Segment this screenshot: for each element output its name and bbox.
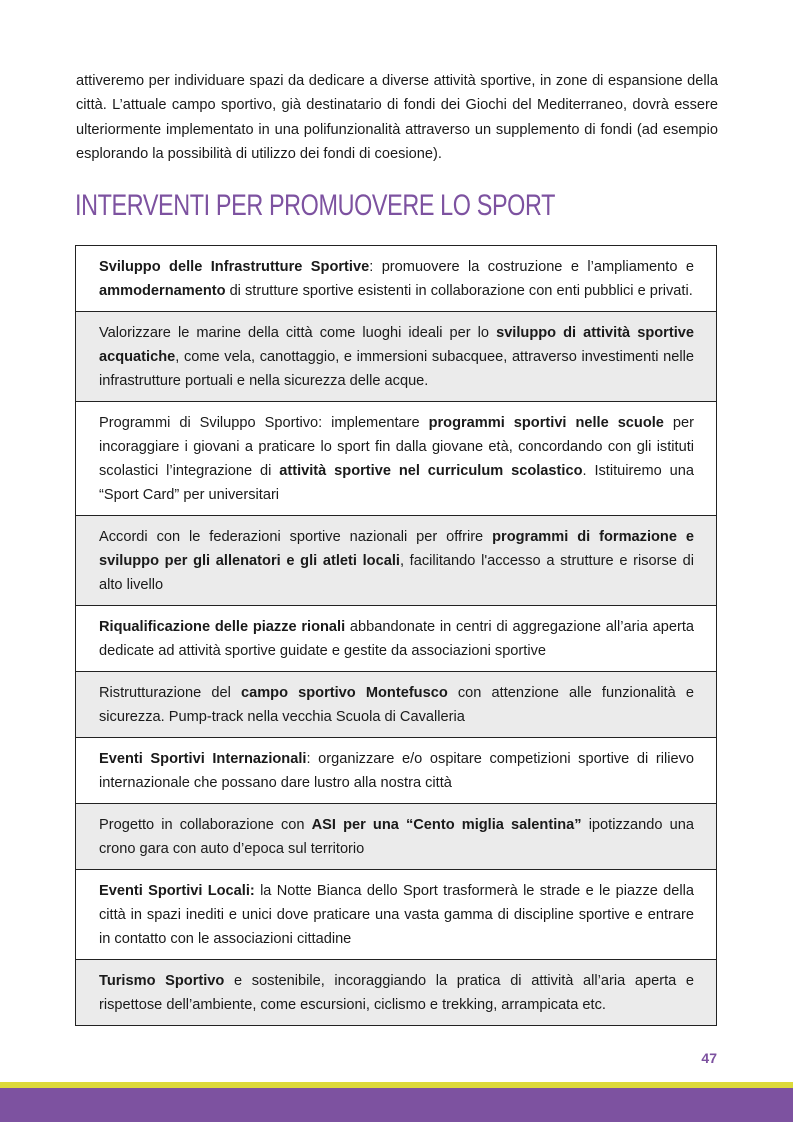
row-text: per incoraggiare i giovani a praticare lo sport fin dalla giovane età, concordando con gli istituti scolastici l’integrazione di — [99, 415, 694, 479]
row-text: ipotizzando una crono gara con auto d’epoca sul territorio — [99, 817, 694, 857]
row-bold-text: campo sportivo Montefusco — [240, 685, 448, 701]
row-text: Progetto in collaborazione con — [99, 817, 312, 833]
row-bold-text: Sviluppo delle Infrastrutture Sportive — [99, 259, 370, 275]
row-bold-text: sviluppo di attività sportive acquatiche — [99, 325, 694, 365]
row-text: Accordi con le federazioni sportive nazionali per offrire — [99, 529, 493, 545]
row-text: abbandonate in centri di aggregazione all’aria aperta dedicate ad attività sportive guidate e gestite da associazioni sportive — [99, 619, 694, 659]
intro-paragraph: attiveremo per individuare spazi da dedicare a diverse attività sportive, in zone di espansione della città. L’attuale campo sportivo, già destinatario di fondi dei Giochi del Mediterraneo, dovrà essere ulteriormente implementato in una polifunzionalità attraverso un supplemento di fondi (ad esempio esplorando la possibilità di utilizzo dei fondi di coesione). — [76, 73, 718, 162]
row-bold-text: programmi di formazione e sviluppo per gli allenatori e gli atleti locali — [99, 529, 694, 569]
table-row — [76, 246, 716, 312]
row-bold-text: Eventi Sportivi Internazionali — [99, 751, 307, 767]
table-row — [76, 960, 716, 1026]
table-row — [76, 606, 716, 672]
row-bold-text: Turismo Sportivo — [99, 973, 225, 989]
table-row — [76, 738, 716, 804]
page-number: 47 — [701, 1050, 717, 1066]
table-row — [76, 804, 716, 870]
row-text: e sostenibile, incoraggiando la pratica di attività all’aria aperta e rispettose dell’ambiente, come escursioni, ciclismo e trekking, arrampicata etc. — [99, 973, 694, 1013]
row-text: la Notte Bianca dello Sport trasformerà le strade e le piazze della città in spazi inediti e unici dove praticare una vasta gamma di discipline sportive e entrare in contatto con le associazioni cittadine — [99, 883, 694, 947]
row-text: . Istituiremo una “Sport Card” per universitari — [99, 463, 694, 503]
row-bold-text: ammodernamento — [99, 283, 226, 299]
row-bold-text: Eventi Sportivi Locali: — [99, 883, 255, 899]
footer-band-purple — [0, 1088, 793, 1122]
row-text: con attenzione alle funzionalità e sicurezza. Pump-track nella vecchia Scuola di Cavalleria — [99, 685, 694, 725]
row-text: di strutture sportive esistenti in collaborazione con enti pubblici e privati. — [225, 283, 693, 299]
table-row — [76, 672, 716, 738]
row-bold-text: ASI per una “Cento miglia salentina” — [311, 817, 582, 833]
table-row — [76, 402, 716, 516]
row-text: : organizzare e/o ospitare competizioni sportive di rilievo internazionale che possano dare lustro alla nostra città — [99, 751, 694, 791]
table-row — [76, 516, 716, 606]
row-text: , facilitando l'accesso a strutture e risorse di alto livello — [99, 553, 694, 593]
row-bold-text: programmi sportivi nelle scuole — [428, 415, 664, 431]
row-text: : promuovere la costruzione e l’ampliamento e — [369, 259, 694, 275]
row-text: Programmi di Sviluppo Sportivo: implementare — [99, 415, 429, 431]
table-row — [76, 312, 716, 402]
row-text: , come vela, canottaggio, e immersioni subacquee, attraverso investimenti nelle infrastrutture portuali e nella sicurezza delle acque. — [99, 349, 694, 389]
row-text: Ristrutturazione del — [99, 685, 241, 701]
table-row — [76, 870, 716, 960]
row-bold-text: Riqualificazione delle piazze rionali — [99, 619, 346, 635]
interventions-table — [75, 245, 717, 1026]
row-bold-text: attività sportive nel curriculum scolastico — [279, 463, 583, 479]
row-text: Valorizzare le marine della città come luoghi ideali per lo — [99, 325, 497, 341]
section-heading: INTERVENTI PER PROMUOVERE LO SPORT — [75, 189, 555, 222]
